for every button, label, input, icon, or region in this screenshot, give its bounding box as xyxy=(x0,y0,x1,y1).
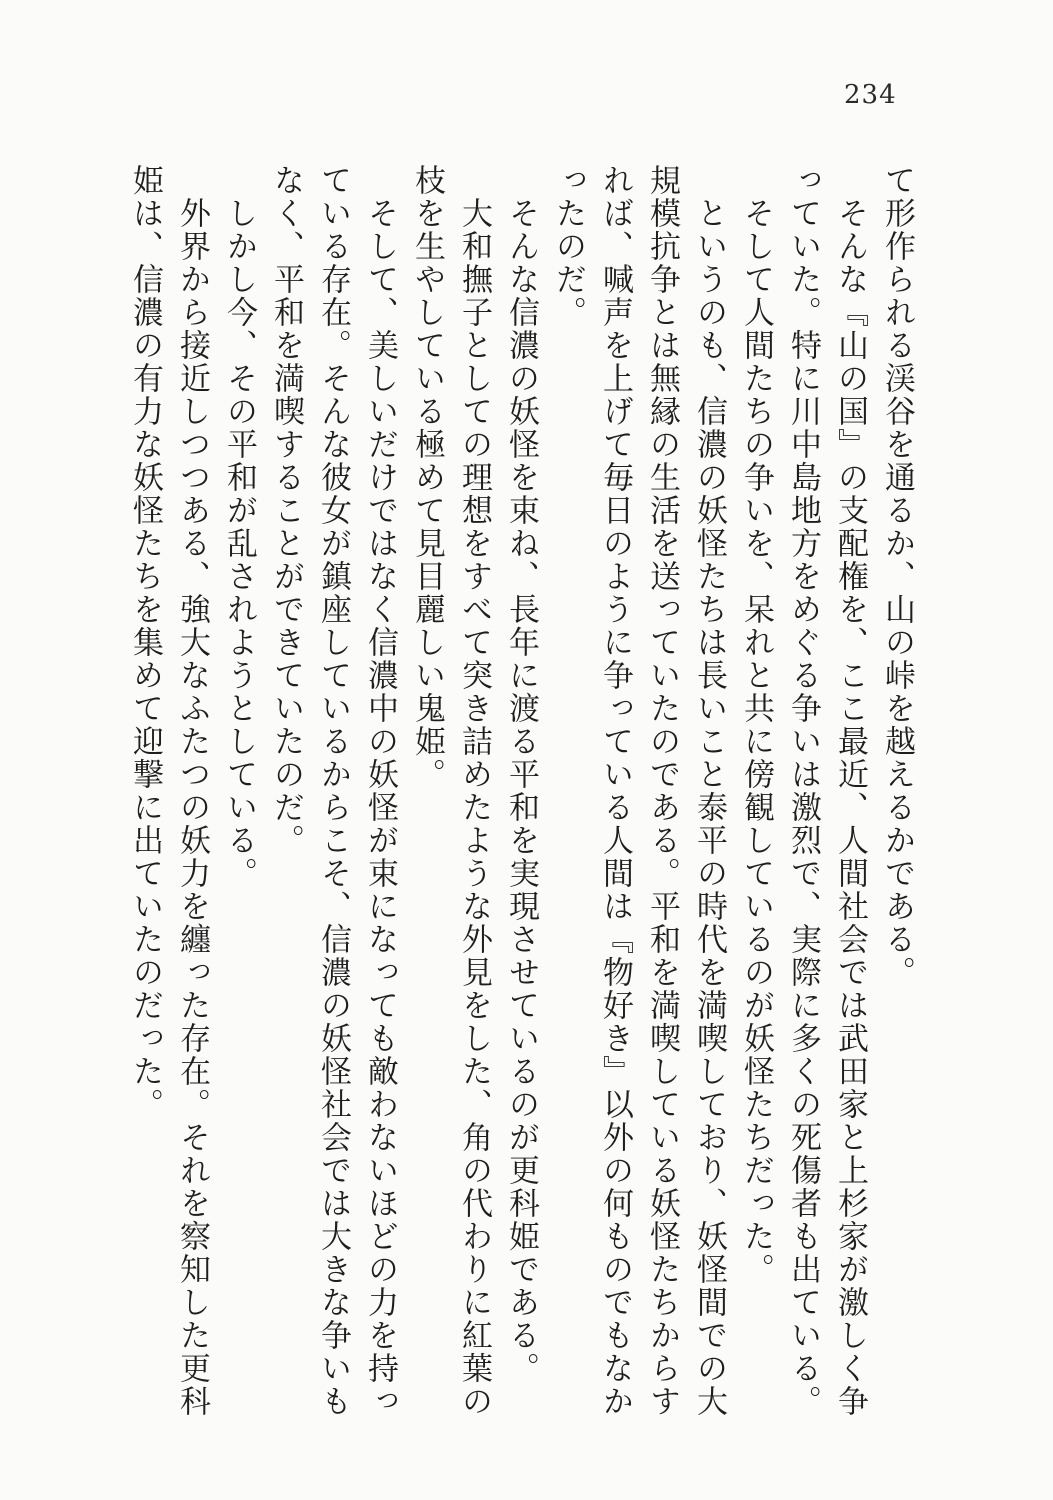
paragraph: 外界から接近しつつある、強大なふたつの妖力を纏った存在。それを察知した更科姫は、信濃の有力な妖怪たちを集めて迎撃に出ていたのだった。 xyxy=(127,164,210,1418)
paragraph: そんな信濃の妖怪を束ね、長年に渡る平和を実現させているのが更科姫である。 xyxy=(503,197,539,1385)
paragraph: そんな『山の国』の支配権を、ここ最近、人間社会では武田家と上杉家が激しく争っていた。特に川中島地方をめぐる争いは激烈で、実際に多くの死傷者も出ている。 xyxy=(785,164,868,1418)
paragraph: そして人間たちの争いを、呆れと共に傍観しているのが妖怪たちだった。 xyxy=(738,197,774,1286)
paragraph: て形作られる渓谷を通るか、山の峠を越えるかである。 xyxy=(879,164,915,989)
page-number: 234 xyxy=(844,80,897,110)
page-text xyxy=(121,164,920,1420)
paragraph: 大和撫子としての理想をすべて突き詰めたような外見をした、角の代わりに紅葉の枝を生やしている極めて見目麗しい鬼姫。 xyxy=(409,164,492,1418)
paragraph: というのも、信濃の妖怪たちは長いこと泰平の時代を満喫しており、妖怪間での大規模抗争とは無縁の生活を送っていたのである。平和を満喫している妖怪たちからすれば、喊声を上げて毎日のように争っている人間は『物好き』以外の何ものでもなかったのだ。 xyxy=(550,164,727,1418)
paragraph: しかし今、その平和が乱されようとしている。 xyxy=(221,197,257,890)
paragraph: そして、美しいだけではなく信濃中の妖怪が束になっても敵わないほどの力を持っている存在。そんな彼女が鎮座しているからこそ、信濃の妖怪社会では大きな争いもなく、平和を満喫することができていたのだ。 xyxy=(268,164,398,1418)
